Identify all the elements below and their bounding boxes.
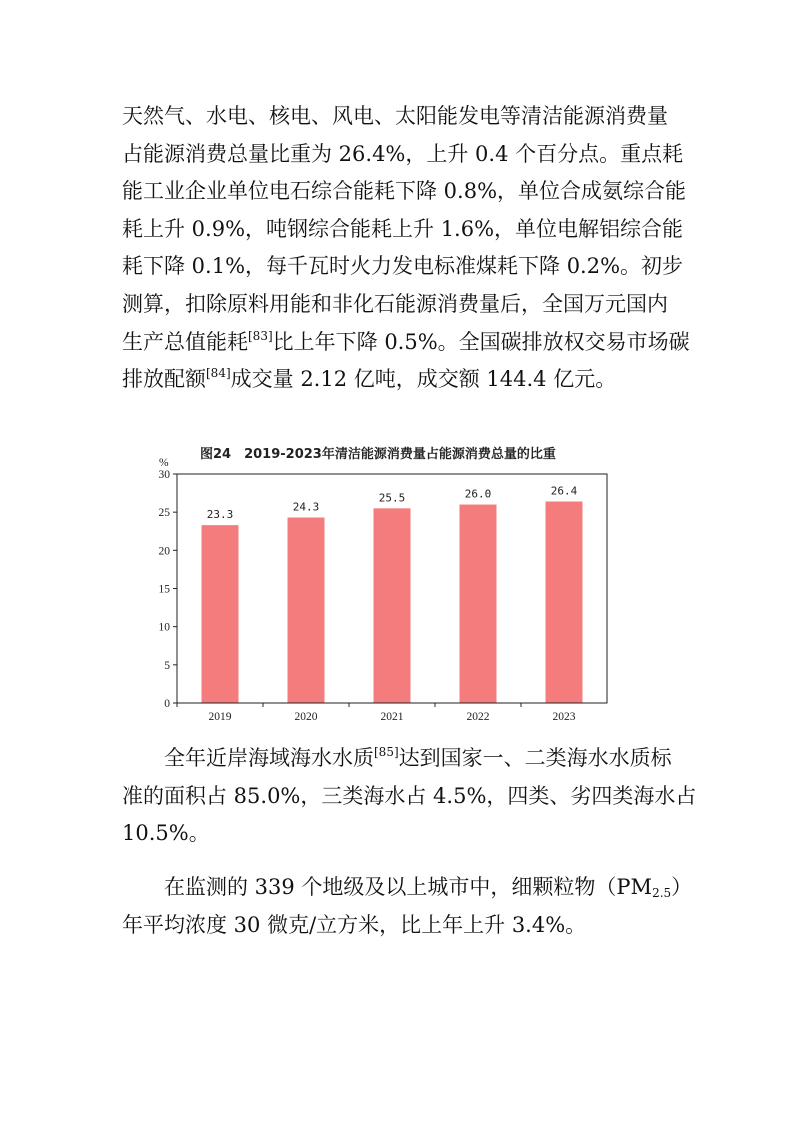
footnote-ref-83[interactable]: [83]: [248, 328, 273, 343]
data-label-2019: 23.3: [206, 508, 234, 522]
pm-subscript: 2.5: [652, 886, 672, 900]
chart-title: 图24 2019-2023年清洁能源消费量占能源消费总量的比重: [200, 447, 556, 462]
x-axis-ticks: [177, 703, 576, 723]
text-line: 测算，扣除原料用能和非化石能源消费量后，全国万元国内: [122, 291, 668, 316]
y-tick-label: 0: [164, 698, 170, 710]
bar-2023: [546, 501, 583, 703]
x-tick-label-2020: 2020: [294, 711, 318, 723]
paragraph-pm25: [122, 869, 693, 944]
y-axis-unit-label: %: [159, 457, 169, 469]
text-line: [122, 740, 678, 778]
y-axis-ticks: [159, 469, 178, 710]
text-segment: 比上年下降 0.5%。全国碳排放权交易市场碳: [272, 329, 690, 354]
x-tick-label-2022: 2022: [466, 711, 490, 723]
text-line: 占能源消费总量比重为 26.4%，上升 0.4 个百分点。重点耗: [122, 141, 684, 166]
text-line: [122, 324, 690, 362]
text-segment: 达到国家一、二类海水水质标: [398, 746, 672, 770]
text-line: [122, 869, 693, 907]
data-label-2020: 24.3: [292, 500, 320, 514]
paragraph-clean-energy: [122, 98, 690, 399]
text-segment: 生产总值能耗: [122, 329, 248, 354]
data-label-2021: 25.5: [378, 491, 406, 505]
bars-group: [202, 484, 583, 703]
text-segment: ）: [671, 875, 693, 899]
text-line: 耗下降 0.1%，每千瓦时火力发电标准煤耗下降 0.2%。初步: [122, 254, 684, 279]
data-label-2023: 26.4: [550, 484, 578, 498]
clean-energy-share-chart: [145, 436, 633, 736]
paragraph-sea-water-quality: [122, 740, 697, 853]
bar-2022: [460, 505, 497, 703]
text-line: 10.5%。: [122, 821, 210, 846]
text-line: 年平均浓度 30 微克/立方米，比上年上升 3.4%。: [122, 912, 587, 937]
data-label-2022: 26.0: [464, 487, 492, 501]
x-tick-label-2023: 2023: [552, 711, 576, 723]
x-tick-label-2019: 2019: [208, 711, 232, 723]
text-line: [122, 361, 678, 399]
text-line: 天然气、水电、核电、风电、太阳能发电等清洁能源消费量: [122, 104, 668, 128]
y-tick-label: 10: [158, 621, 170, 634]
text-segment: 成交量 2.12 亿吨，成交额 144.4 亿元。: [230, 367, 617, 392]
footnote-ref-85[interactable]: [85]: [374, 745, 399, 759]
text-segment: 排放配额: [122, 367, 206, 392]
bar-2021: [374, 508, 411, 703]
text-line: 能工业企业单位电石综合能耗下降 0.8%，单位合成氨综合能: [122, 179, 687, 204]
bar-chart-svg: [145, 436, 633, 736]
text-segment: 全年近岸海域海水水质: [164, 746, 374, 770]
bar-2019: [202, 525, 239, 703]
text-line: 准的面积占 85.0%，三类海水占 4.5%，四类、劣四类海水占: [122, 783, 697, 808]
y-tick-label: 5: [164, 659, 170, 672]
y-tick-label: 20: [158, 545, 170, 558]
bar-2020: [288, 518, 325, 703]
x-tick-label-2021: 2021: [380, 711, 404, 723]
y-tick-label: 25: [158, 507, 170, 520]
y-tick-label: 30: [158, 469, 170, 481]
footnote-ref-84[interactable]: [84]: [206, 366, 231, 381]
text-line: 耗上升 0.9%，吨钢综合能耗上升 1.6%，单位电解铝综合能: [122, 216, 684, 241]
text-segment: 在监测的 339 个地级及以上城市中，细颗粒物（PM: [164, 875, 653, 899]
y-tick-label: 15: [158, 583, 170, 596]
